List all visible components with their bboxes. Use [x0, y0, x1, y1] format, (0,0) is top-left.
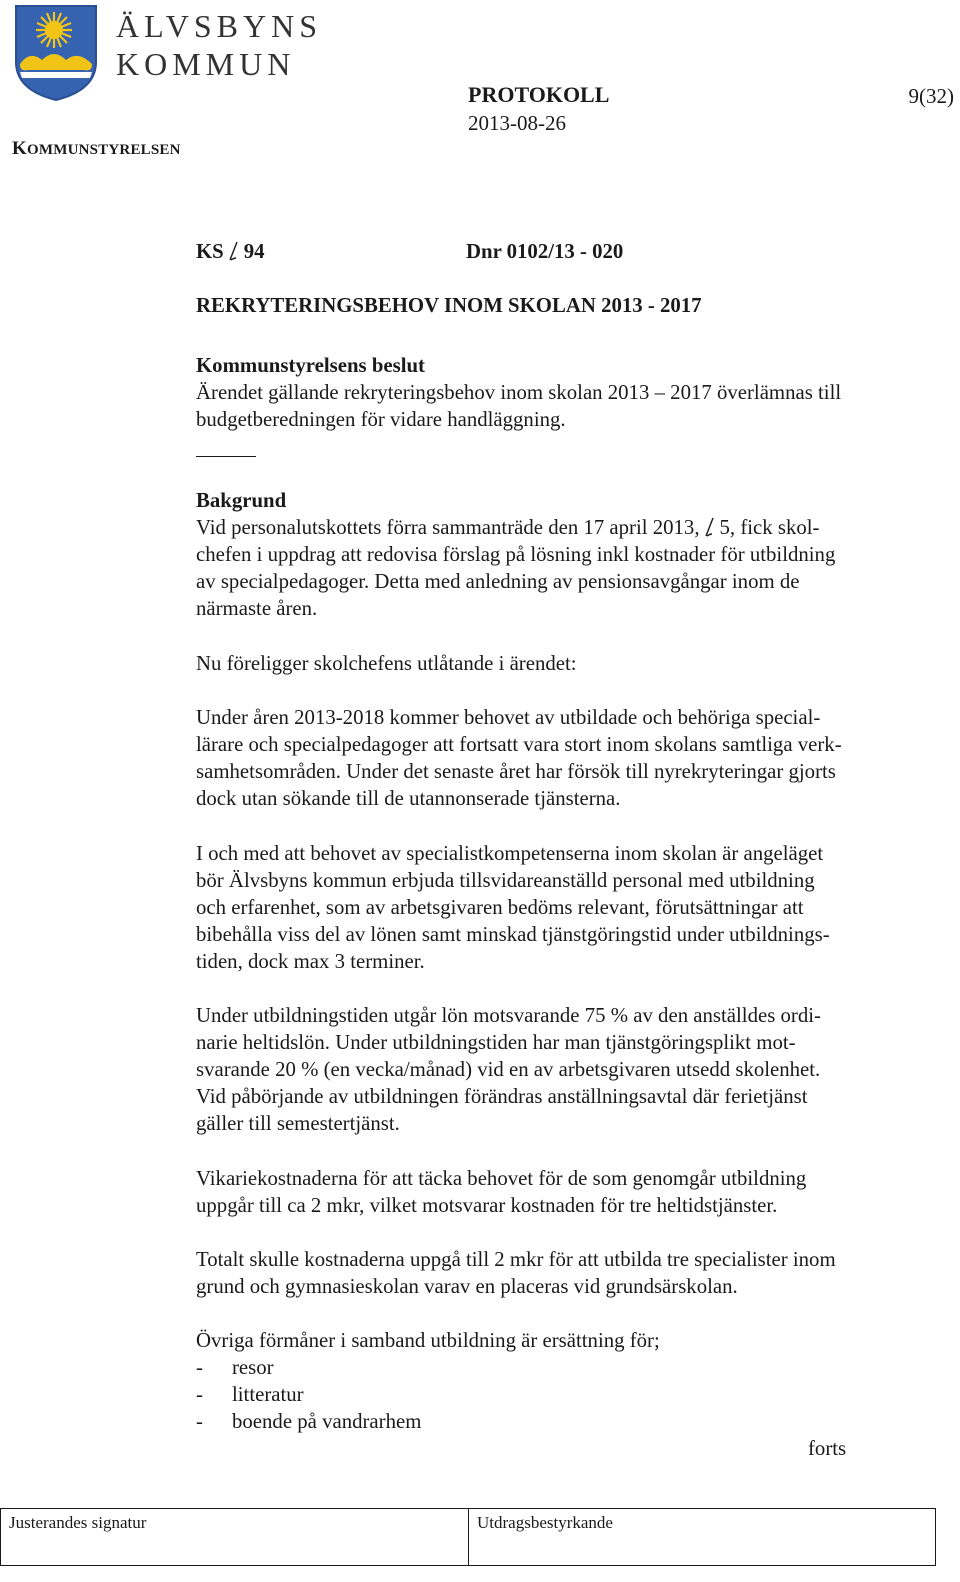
- section-sign-icon: [228, 238, 240, 264]
- background-text-line: Vid personalutskottets förra sammanträde den 17 april 2013, 5, fick skol-: [196, 516, 820, 539]
- list-item: - boende på vandrarhem: [196, 1410, 422, 1433]
- extract-certification-field[interactable]: [469, 1509, 935, 1565]
- paragraph-line: grund och gymnasieskolan varav en placeras vid grundsärskolan.: [196, 1275, 738, 1298]
- signature-label: Justerandes signatur: [9, 1513, 147, 1532]
- document-date: 2013-08-26: [468, 111, 566, 135]
- paragraph-line: Under utbildningstiden utgår lön motsvarande 75 % av den anställdes ordi-: [196, 1004, 821, 1027]
- paragraph-line: lärare och specialpedagoger att fortsatt vara stort inom skolans samtliga verk-: [196, 733, 842, 756]
- paragraph-line: uppgår till ca 2 mkr, vilket motsvarar kostnaden för tre heltidstjänster.: [196, 1194, 778, 1217]
- paragraph-line: svarande 20 % (en vecka/månad) vid en av arbetsgivaren utsedd skolenhet.: [196, 1058, 821, 1081]
- signature-table: [0, 1508, 936, 1566]
- background-heading: Bakgrund: [196, 489, 287, 512]
- continued-marker: forts: [808, 1437, 847, 1460]
- background-text-line: närmaste åren.: [196, 597, 318, 620]
- paragraph-line: bör Älvsbyns kommun erbjuda tillsvidareanställd personal med utbildning: [196, 869, 815, 892]
- case-title: REKRYTERINGSBEHOV INOM SKOLAN 2013 - 2017: [196, 294, 702, 317]
- background-text-line: av specialpedagoger. Detta med anledning av pensionsavgångar inom de: [196, 570, 800, 593]
- case-paragraph-ref: KS 94: [196, 240, 265, 263]
- section-divider: [196, 456, 256, 457]
- paragraph-line: Vikariekostnaderna för att täcka behovet för de som genomgår utbildning: [196, 1167, 807, 1190]
- paragraph-line: samhetsområden. Under det senaste året har försök till nyrekryteringar gjorts: [196, 760, 836, 783]
- paragraph-line: Vid påbörjande av utbildningen förändras anställningsavtal där ferietjänst: [196, 1085, 808, 1108]
- document-type: PROTOKOLL: [468, 82, 610, 107]
- decision-heading: Kommunstyrelsens beslut: [196, 354, 425, 377]
- decision-text-line: Ärendet gällande rekryteringsbehov inom skolan 2013 – 2017 överlämnas till: [196, 381, 842, 404]
- paragraph-line: och erfarenhet, som av arbetsgivaren bedöms relevant, förutsättningar att: [196, 896, 804, 919]
- signature-field[interactable]: [1, 1509, 469, 1565]
- benefits-intro: Övriga förmåner i samband utbildning är ersättning för;: [196, 1329, 660, 1352]
- municipality-coat-of-arms-icon: [14, 4, 98, 102]
- page-number: 9(32): [908, 84, 954, 108]
- statement-intro: Nu föreligger skolchefens utlåtande i ärendet:: [196, 652, 577, 675]
- paragraph-line: Under åren 2013-2018 kommer behovet av utbildade och behöriga special-: [196, 706, 821, 729]
- paragraph-line: I och med att behovet av specialistkompetenserna inom skolan är angeläget: [196, 842, 824, 865]
- section-sign-icon: [704, 514, 716, 540]
- background-text-line: chefen i uppdrag att redovisa förslag på lösning inkl kostnader för utbildning: [196, 543, 836, 566]
- extract-certification-label: Utdragsbestyrkande: [477, 1513, 613, 1532]
- municipality-name-line2: KOMMUN: [116, 46, 296, 82]
- list-item: - resor: [196, 1356, 274, 1379]
- paragraph-line: narie heltidslön. Under utbildningstiden har man tjänstgöringsplikt mot-: [196, 1031, 796, 1054]
- paragraph-line: dock utan sökande till de utannonserade tjänsterna.: [196, 787, 621, 810]
- municipality-name-line1: ÄLVSBYNS: [116, 8, 322, 44]
- paragraph-line: tiden, dock max 3 terminer.: [196, 950, 425, 973]
- paragraph-line: bibehålla viss del av lönen samt minskad tjänstgöringstid under utbildnings-: [196, 923, 830, 946]
- committee-name: KOMMUNSTYRELSEN: [12, 138, 181, 159]
- decision-text-line: budgetberedningen för vidare handläggning.: [196, 408, 566, 431]
- paragraph-line: Totalt skulle kostnaderna uppgå till 2 mkr för att utbilda tre specialister inom: [196, 1248, 836, 1271]
- paragraph-line: gäller till semestertjänst.: [196, 1112, 400, 1135]
- case-dnr: Dnr 0102/13 - 020: [466, 240, 624, 263]
- list-item: - litteratur: [196, 1383, 304, 1406]
